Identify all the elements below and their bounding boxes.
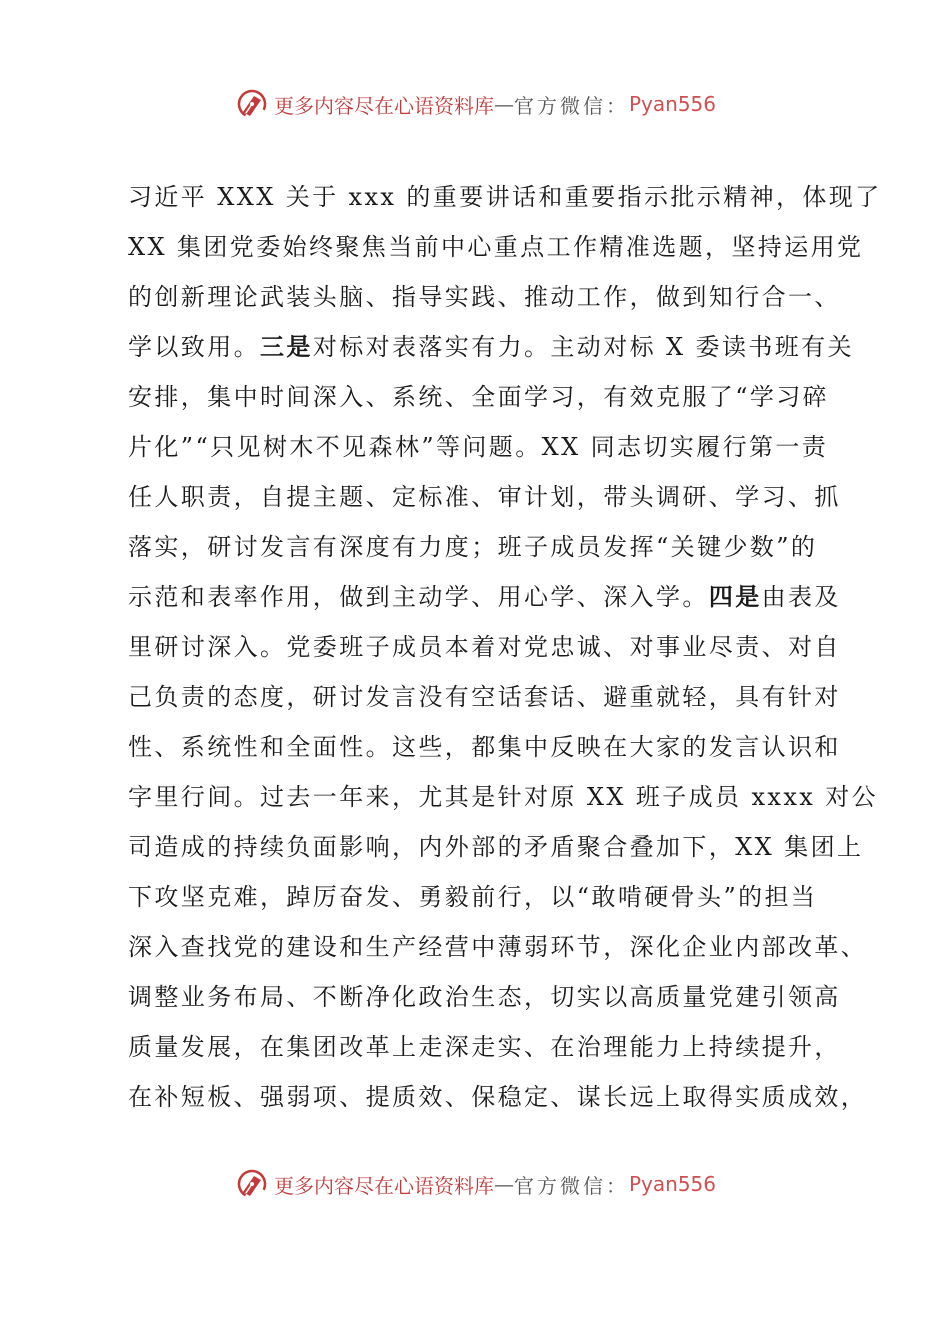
text-line xyxy=(128,372,848,422)
text-span: 下攻坚克难，踔厉奋发、勇毅前行，以“敢啃硬骨头”的担当 xyxy=(128,883,818,911)
text-span: 己负责的态度，研讨发言没有空话套话、避重就轻，具有针对 xyxy=(128,683,841,711)
text-span: 字里行间。过去一年来，尤其是针对原 XX 班子成员 xxxx 对公 xyxy=(128,783,879,811)
text-span: 任人职责，自提主题、定标准、审计划，带头调研、学习、抓 xyxy=(128,483,841,511)
text-span: 片化”“只见树木不见森林”等问题。XX 同志切实履行第一责 xyxy=(128,433,829,461)
text-span: 质量发展，在集团改革上走深走实、在治理能力上持续提升， xyxy=(128,1033,841,1061)
text-span: 司造成的持续负面影响，内外部的矛盾聚合叠加下，XX 集团上 xyxy=(128,833,864,861)
header-banner xyxy=(0,84,950,124)
text-line xyxy=(128,922,868,972)
text-span: 在补短板、强弱项、提质效、保稳定、谋长远上取得实质成效， xyxy=(128,1083,868,1111)
bold-heading-marker: 三是 xyxy=(260,333,313,361)
banner-dash: — xyxy=(493,1172,514,1196)
text-line xyxy=(128,222,864,272)
text-line xyxy=(128,622,848,672)
text-line xyxy=(128,1022,848,1072)
banner-official-label: 官方微信： xyxy=(513,93,629,118)
banner-official-label: 官方微信： xyxy=(513,1173,629,1198)
text-span: 性、系统性和全面性。这些，都集中反映在大家的发言认识和 xyxy=(128,733,841,761)
text-line xyxy=(128,572,848,622)
text-line xyxy=(128,772,879,822)
text-span: XX 集团党委始终聚焦当前中心重点工作精准选题，坚持运用党 xyxy=(128,233,864,261)
banner-wechat-id: Pyan556 xyxy=(628,1172,716,1196)
banner-content xyxy=(234,86,716,122)
text-line xyxy=(128,972,848,1022)
text-span: 落实，研讨发言有深度有力度；班子成员发挥“关键少数”的 xyxy=(128,533,818,561)
text-span: 学以致用。 xyxy=(128,333,260,361)
banner-brand-text: 更多内容尽在心语资料库 xyxy=(273,1173,494,1198)
text-span: 的创新理论武装头脑、指导实践、推动工作，做到知行合一、 xyxy=(128,283,841,311)
text-span: 安排，集中时间深入、系统、全面学习，有效克服了“学习碎 xyxy=(128,383,830,411)
text-span: 里研讨深入。党委班子成员本着对党忠诚、对事业尽责、对自 xyxy=(128,633,841,661)
banner-content xyxy=(234,1166,716,1202)
text-span: 由表及 xyxy=(761,583,841,611)
footer-banner xyxy=(0,1164,950,1204)
text-span: 对标对表落实有力。主动对标 X 委读书班有关 xyxy=(312,333,854,361)
text-span: 示范和表率作用，做到主动学、用心学、深入学。 xyxy=(128,583,709,611)
pen-nib-logo-icon xyxy=(234,1166,270,1202)
banner-dash: — xyxy=(493,92,514,116)
text-span: 调整业务布局、不断净化政治生态，切实以高质量党建引领高 xyxy=(128,983,841,1011)
document-body xyxy=(128,172,882,1122)
bold-heading-marker: 四是 xyxy=(708,583,762,611)
banner-brand-text: 更多内容尽在心语资料库 xyxy=(273,93,494,118)
text-line xyxy=(128,322,854,372)
text-line xyxy=(128,672,848,722)
text-line xyxy=(128,1072,868,1122)
text-line xyxy=(128,472,848,522)
text-line xyxy=(128,272,848,322)
text-line xyxy=(128,872,848,922)
pen-nib-logo-icon xyxy=(234,86,270,122)
text-span: 习近平 XXX 关于 xxx 的重要讲话和重要指示批示精神，体现了 xyxy=(128,183,882,211)
text-line xyxy=(128,522,848,572)
text-span: 深入查找党的建设和生产经营中薄弱环节，深化企业内部改革、 xyxy=(128,933,868,961)
text-line xyxy=(128,822,864,872)
text-line xyxy=(128,422,848,472)
text-line xyxy=(128,722,848,772)
banner-wechat-id: Pyan556 xyxy=(628,92,716,116)
text-line xyxy=(128,172,882,222)
